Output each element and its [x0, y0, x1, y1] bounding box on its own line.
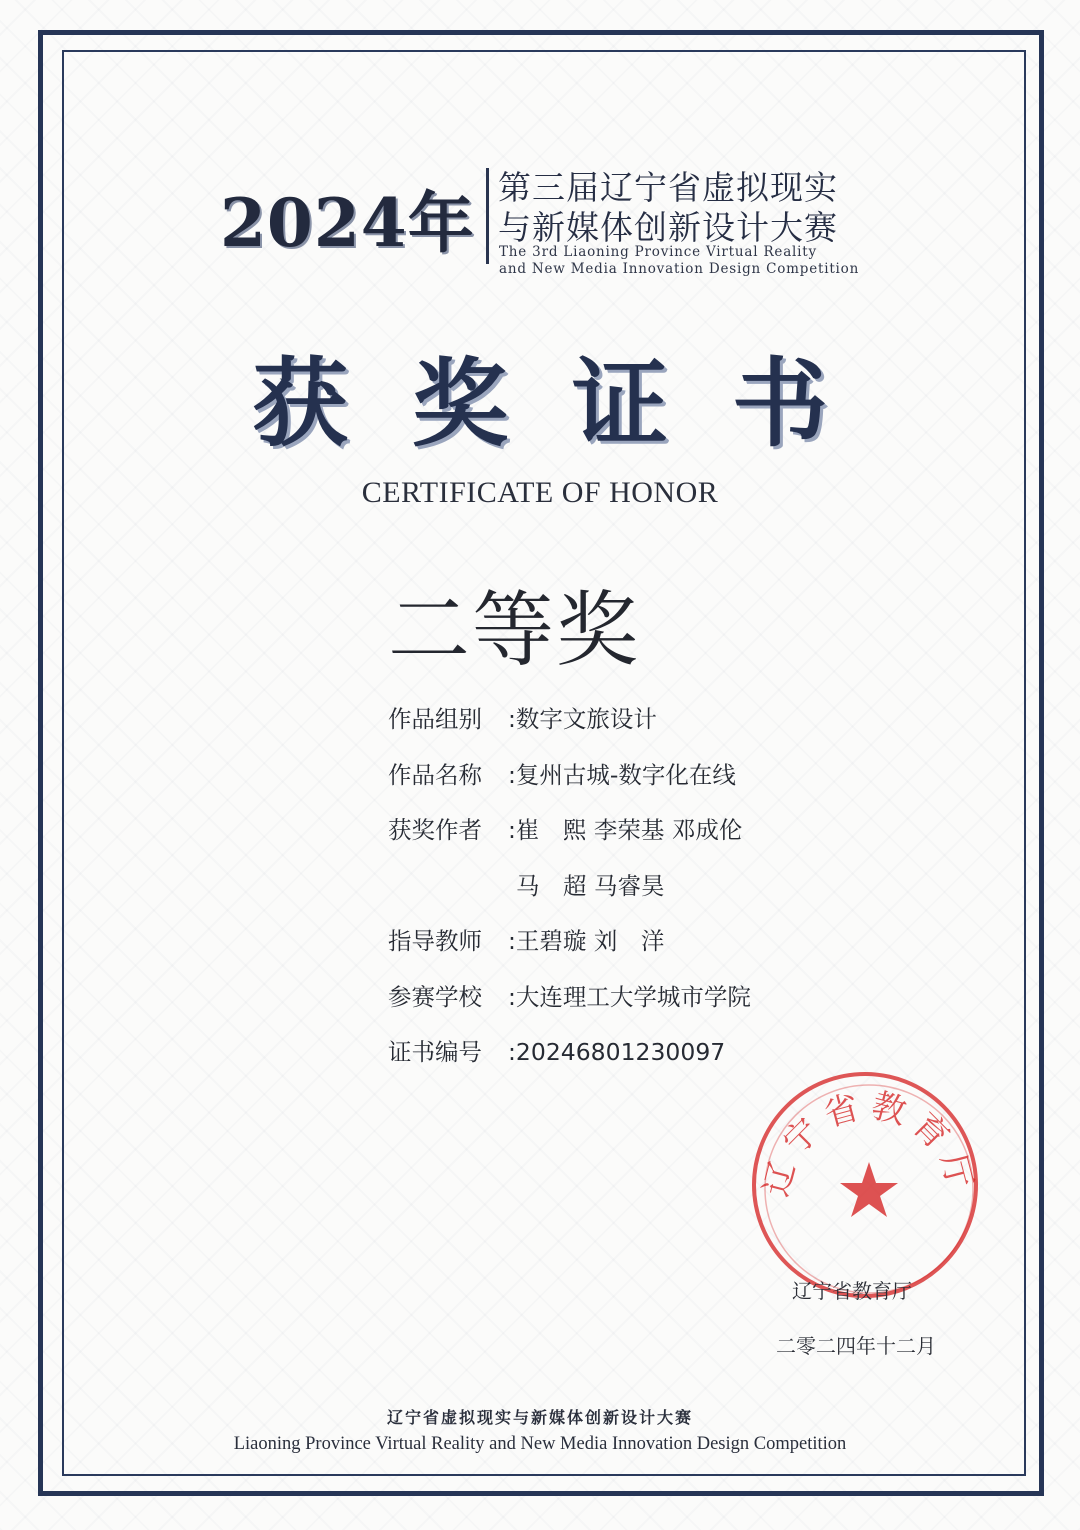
certificate-title-en: CERTIFICATE OF HONOR: [361, 476, 719, 509]
detail-colon: :: [508, 1038, 516, 1066]
competition-header: [220, 162, 860, 282]
award-details: [388, 700, 751, 1089]
detail-label: 指导教师: [388, 927, 482, 955]
footer-title-en: Liaoning Province Virtual Reality and New Media Innovation Design Competition: [233, 1434, 847, 1454]
seal-graphic: [756, 1076, 982, 1302]
detail-label: 作品组别: [388, 705, 482, 733]
detail-value: 崔 熙 李荣基 邓成伦: [515, 816, 743, 844]
detail-value: 20246801230097: [515, 1038, 726, 1066]
competition-title-cn-line1: 第三届辽宁省虚拟现实: [498, 168, 838, 207]
detail-colon: :: [508, 927, 516, 955]
competition-title-en-line1: The 3rd Liaoning Province Virtual Reality: [499, 244, 817, 260]
official-seal: [752, 1072, 982, 1298]
detail-label: 证书编号: [388, 1038, 482, 1066]
issue-date: 二零二四年十二月: [776, 1334, 936, 1358]
detail-value: 大连理工大学城市学院: [515, 982, 751, 1011]
detail-colon: :: [508, 982, 516, 1011]
detail-row: [388, 811, 751, 867]
detail-label: 参赛学校: [388, 982, 482, 1011]
detail-row: [388, 922, 751, 978]
detail-label: 作品名称: [388, 760, 482, 789]
detail-label: 获奖作者: [388, 816, 482, 844]
detail-value: 复州古城-数字化在线: [515, 760, 736, 789]
detail-row: [388, 756, 751, 812]
detail-colon: :: [508, 816, 516, 844]
header-divider: [486, 168, 489, 264]
detail-value: 王碧璇 刘 洋: [515, 927, 665, 955]
detail-row: [388, 978, 751, 1034]
competition-title-cn-line2: 与新媒体创新设计大赛: [498, 208, 838, 247]
detail-colon: :: [508, 705, 516, 733]
detail-row: [388, 867, 751, 923]
issuer-name: 辽宁省教育厅: [792, 1279, 912, 1303]
detail-row: [388, 1033, 751, 1089]
footer-title-cn: 辽宁省虚拟现实与新媒体创新设计大赛: [386, 1408, 693, 1427]
detail-value: 马 超 马睿昊: [516, 871, 665, 900]
competition-title-en-line2: and New Media Innovation Design Competition: [499, 261, 860, 277]
detail-colon: :: [508, 760, 516, 789]
certificate-title-cn: 获奖证书: [252, 347, 892, 460]
seal-text-path: 辽宁省教育厅: [756, 1085, 982, 1201]
seal-star: [840, 1162, 898, 1217]
competition-year: 2024年: [220, 184, 475, 262]
detail-value: 数字文旅设计: [515, 705, 657, 733]
detail-row: [388, 700, 751, 756]
award-level: 二等奖: [388, 583, 641, 678]
